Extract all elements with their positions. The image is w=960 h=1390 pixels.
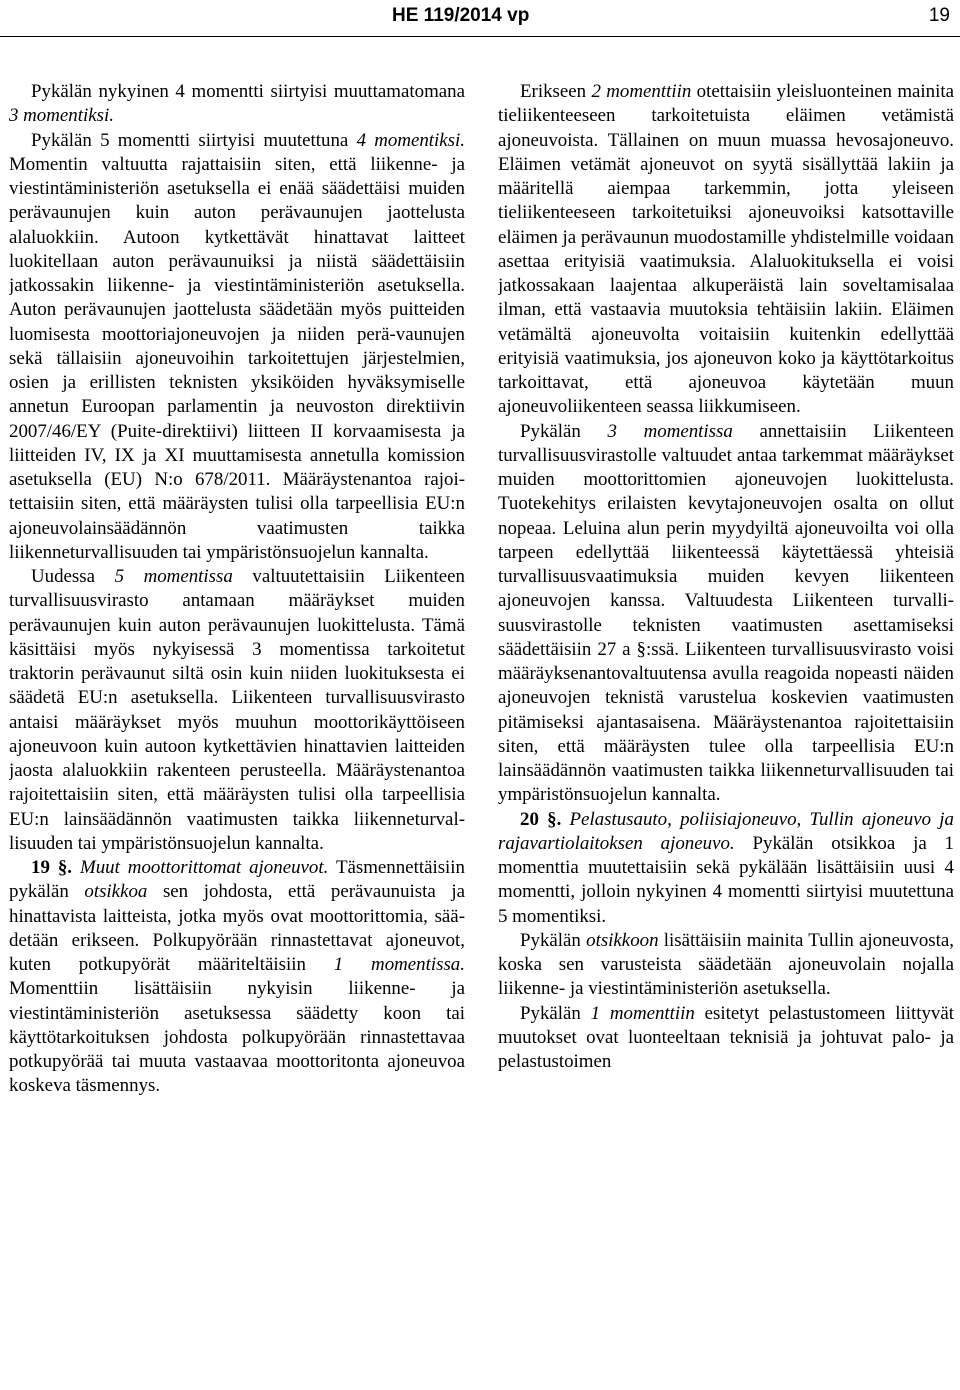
paragraph — [9, 80, 465, 129]
right-column — [498, 80, 954, 1380]
text-run: Pykälän 5 momentti siirtyisi muutettuna — [31, 129, 357, 151]
text-run: Pykälän — [520, 929, 587, 951]
italic-text: Pelastusauto, poliisiajoneuvo, Tullin ajoneuvo ja rajavartiolaitoksen ajoneuvo. — [498, 808, 954, 854]
paragraph — [498, 1002, 954, 1075]
left-column — [9, 80, 465, 1380]
section-number: §. — [538, 808, 570, 830]
italic-text: 5 momentissa — [114, 566, 233, 587]
text-run: lisättäisiin mainita Tullin ajoneuvosta, koska sen varusteista säädetään ajoneuvolain nojalla liikenne- ja viestintäministeriön asetuksella. — [498, 929, 954, 1000]
page-number: 19 — [928, 5, 950, 26]
section-number: 20 — [520, 808, 539, 830]
text-run: Pykälän otsikkoa ja 1 momenttia muutettaisiin sekä pykälään lisättäisiin uusi 4 momentti, jolloin nykyinen 4 momentti siirtyisi muutettuna 5 momentiksi. — [498, 832, 954, 927]
italic-text: 4 momentiksi. — [356, 129, 465, 151]
text-run: Pykälän nykyinen 4 momentti siirtyisi muuttamatomana — [31, 81, 465, 102]
italic-text: otsikkoa — [84, 881, 148, 903]
italic-text: Muut moottorittomat ajoneuvot. — [79, 857, 329, 878]
section-number: §. — [49, 857, 80, 878]
paragraph — [9, 856, 465, 1099]
paragraph — [498, 929, 954, 1002]
text-run: valtuutettaisiin Liikenteen turvallisuusvirasto antamaan määräykset muiden perävaunujen kuin auton perävaunujen luokittelusta. Tämä käsittäisi myös nykyisessä 3 momentissa tarkoitetut traktorin perävaunut siltä osin kuin niiden luokituksesta ei säädetä EU:n asetuksella. Liikenteen turvallisuusvirasto antaisi määräykset myös muuhun moottorikäyttöiseen ajoneuvoon kuin autoon kytkettävien hinattavien laitteiden jaosta alaluokkiin rakenteen perusteella. Määräystenantoa rajoitettaisiin siten, että määräysten tulisi olla tarpeellisia EU:n lainsäädännön vaatimusten taikka liikenneturvallisuuden tai ympäristönsuojelun kannalta. — [9, 566, 465, 854]
text-run: sen johdosta, että perävaunuista ja hinattavista laitteista, jotka myös ovat moottorittomia, säädetään erikseen. Polkupyörään rinnastettavat ajoneuvot, kuten potkupyörät määriteltäisiin — [9, 881, 465, 975]
text-run: Pykälän — [520, 420, 608, 442]
text-run: esitetyt pelastustomeen liittyvät muutokset ovat luonteeltaan teknisiä ja johtuvat palo- ja pelastustoimen — [498, 1002, 954, 1072]
paragraph — [9, 565, 465, 856]
text-run: Erikseen — [520, 81, 592, 102]
text-run: annettaisiin Liikenteen turvallisuusvirastolle valtuudet antaa tarkemmat määräykset muiden moottorittomien ajoneuvojen luokittelusta. Tuotekehitys erilaisten kevytajoneuvojen osalta on ollut nopeaa. Leluina alun perin myydyiltä ajoneuvoilta voi olla tarpeen edellyttää liikenteessä käytettäessä yhteisiä turvallisuusvaatimuksia muiden kevyen liikenteen ajoneuvojen kanssa. Valtuudesta Liikenteen turvallisuusvirastolle teknisten vaatimusten asettamiseksi säädettäisiin 27 a §:ssä. Liikenteen turvallisuusvirasto voisi määräyksenantovaltuutensa avulla reagoida nopeasti näiden ajoneuvojen teknistä varustelua koskevien vaatimusten pitämiseksi ajantasaisena. Määräystenantoa rajoitettaisiin siten, että määräysten tulee olla tarpeellisia EU:n lainsäädännön vaatimusten taikka liikenneturvallisuuden tai ympäristönsuojelun kannalta. — [498, 420, 954, 806]
text-run: otettaisiin yleisluonteinen mainita tieliikenteeseen tarkoitetuista eläimen vetämistä ajoneuvoista. Tällainen on muun muassa hevosajoneuvo. Eläimen vetämät ajoneuvot on syytä sisällyttää lakiin ja määritellä aiempaa tarkemmin, jotta yleiseen tieliikenteeseen tarkoitetuiksi ajoneuvoiksi katsottaville eläimen ja perävaunun muodostamille yhdistelmille voidaan asettaa erityisiä vaatimuksia. Alaluokituksella ei voisi jatkossakaan laajentaa alkuperäistä lain soveltamisalaa ilman, että vastaavia muutoksia tehtäisiin lakiin. Eläimen vetämältä ajoneuvolta voitaisiin kuitenkin edellyttää erityisiä vaatimuksia, jos ajoneuvon koko ja käyttötarkoitus tarkoittavat, että ajoneuvoa käytetään muun ajoneuvoliikenteen seassa liikkumiseen. — [498, 81, 954, 418]
paragraph — [9, 129, 465, 566]
italic-text: 3 momentissa — [607, 420, 733, 442]
text-run: Uudessa — [31, 566, 115, 587]
text-run: Momentin valtuutta rajattaisiin siten, että liikenne- ja viestintäministeriön asetuksella ei enää säädettäisi muiden perävaunujen kuin auton perävaunujen jaottelusta alaluokkiin. Autoon kytkettävät hinattavat laitteet luokitellaan auton perävaunuiksi ja niistä säädettäisiin jatkossakin liikenne- ja viestintäministeriön asetuksella. Auton perävaunujen jaottelusta säädetään myös puitteiden luomisesta moottoriajoneuvojen ja niiden perä-vaunujen sekä tällaisiin ajoneuvoihin tarkoitettujen järjestelmien, osien ja erillisten teknisten yksiköiden hyväksymiselle annetun Euroopan parlamentin ja neuvoston direktiivin 2007/46/EY (Puite-direktiivi) liitteen II korvaamisesta ja liitteiden IV, IX ja XI muuttamisesta annetulla komission asetuksella (EU) N:o 678/2011. Määräystenantoa rajoitettaisiin siten, että määräysten tulisi olla tarpeellisia EU:n ajoneuvolainsäädännön vaatimusten taikka liikenneturvallisuuden tai ympäristönsuojelun kannalta. — [9, 153, 465, 563]
italic-text: otsikkoon — [586, 929, 659, 951]
italic-text: 1 momentissa. — [333, 954, 465, 975]
header-rule — [0, 36, 960, 37]
italic-text: 2 momenttiin — [591, 81, 692, 102]
text-run: Momenttiin lisättäisiin nykyisin liikenne- ja viestintäministeriön asetuksessa säädetty koon tai käyttötarkoituksen johdosta polkupyörään rinnastettavaa potkupyörää tai muuta vastaavaa moottoritonta ajoneuvoa koskeva täsmennys. — [9, 978, 465, 1097]
paragraph — [498, 420, 954, 808]
text-run: Täsmennettäisiin pykälän — [9, 857, 465, 903]
paragraph — [498, 80, 954, 420]
document-id: HE 119/2014 vp — [392, 5, 530, 26]
section-number: 19 — [31, 857, 50, 878]
page-header — [0, 0, 960, 38]
text-run: Pykälän — [520, 1002, 591, 1024]
italic-text: 1 momenttiin — [590, 1002, 695, 1024]
paragraph — [498, 808, 954, 929]
italic-text: 3 momentiksi. — [9, 105, 114, 127]
